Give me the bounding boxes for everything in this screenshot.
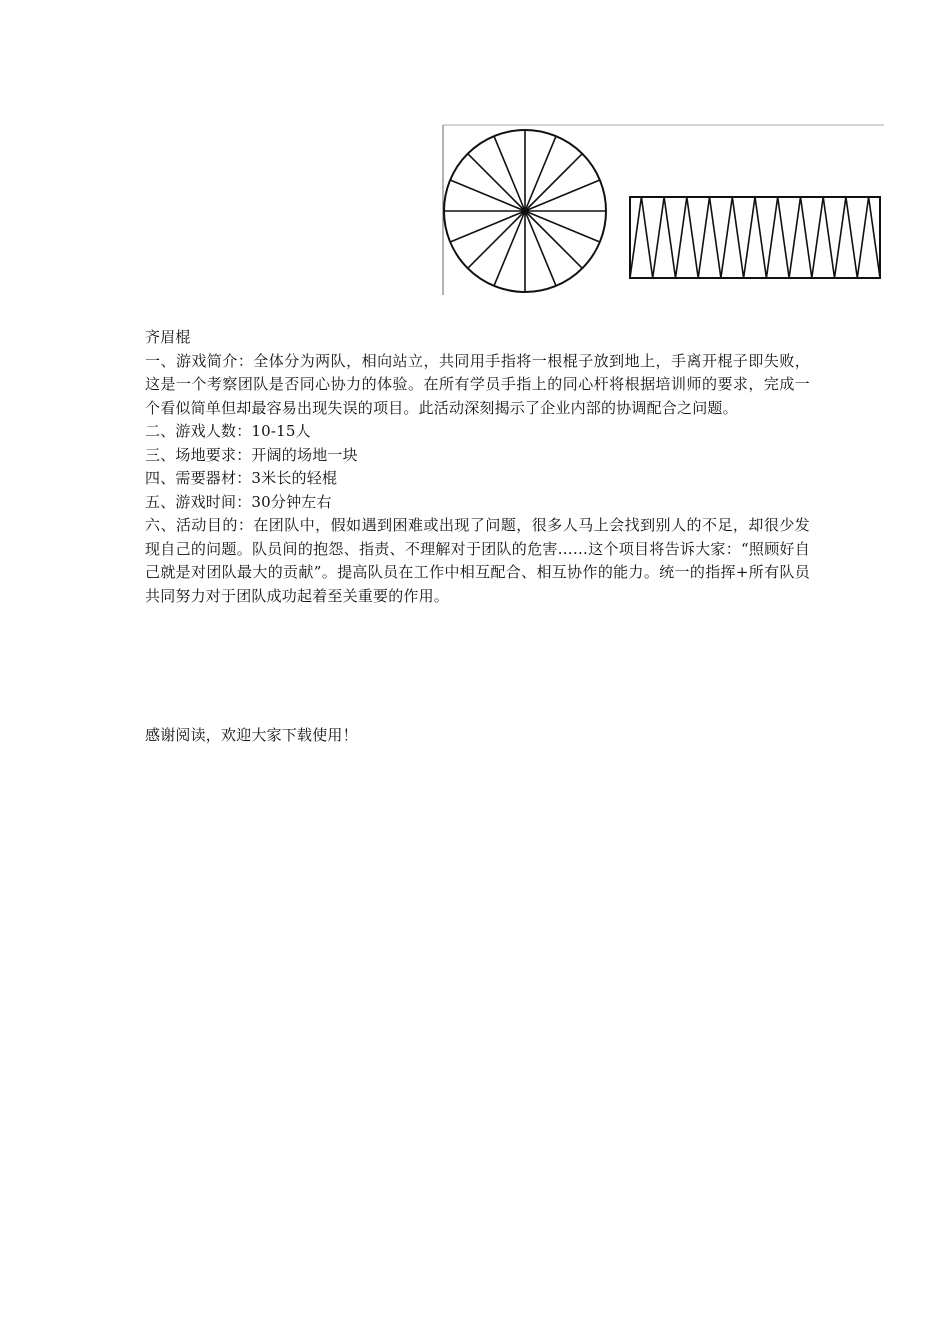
section-equipment: 四、需要器材：3米长的轻棍 [145,469,338,487]
illustration-figure [440,122,886,297]
wheel-spoke [525,154,582,211]
section-purpose: 六、活动目的：在团队中，假如遇到困难或出现了问题，很多人马上会找到别人的不足，却很少发现自己的问题。队员间的抱怨、指责、不理解对于团队的危害……这个项目将告诉大家：“照顾好自己就是对团队最大的贡献”。提高队员在工作中相互配合、相互协作的能力。统一的指挥+所有队员共同努力对于团队成功起着至关重要的作用。 [145,516,810,605]
spoked-wheel-diagram [444,130,606,292]
wheel-spoke [468,154,525,211]
wheel-spoke [525,211,582,268]
closing-note: 感谢阅读，欢迎大家下载使用！ [145,726,358,744]
zigzag-strip-diagram [630,197,880,278]
strip-frame [630,197,880,278]
section-intro: 一、游戏简介：全体分为两队，相向站立，共同用手指将一根棍子放到地上，手离开棍子即失败，这是一个考察团队是否同心协力的体验。在所有学员手指上的同心杆将根据培训师的要求，完成一个看似简单但却最容易出现失误的项目。此活动深刻揭示了企业内部的协调配合之问题。 [145,351,810,417]
document-title: 齐眉棍 [145,328,191,346]
section-duration: 五、游戏时间：30分钟左右 [145,492,332,511]
document-body [145,326,810,608]
illustration-svg [440,122,886,297]
section-venue: 三、场地要求：开阔的场地一块 [145,445,358,464]
wheel-spoke [468,211,525,268]
section-players: 二、游戏人数：10-15人 [145,422,311,440]
strip-zigzag-line [630,197,880,278]
